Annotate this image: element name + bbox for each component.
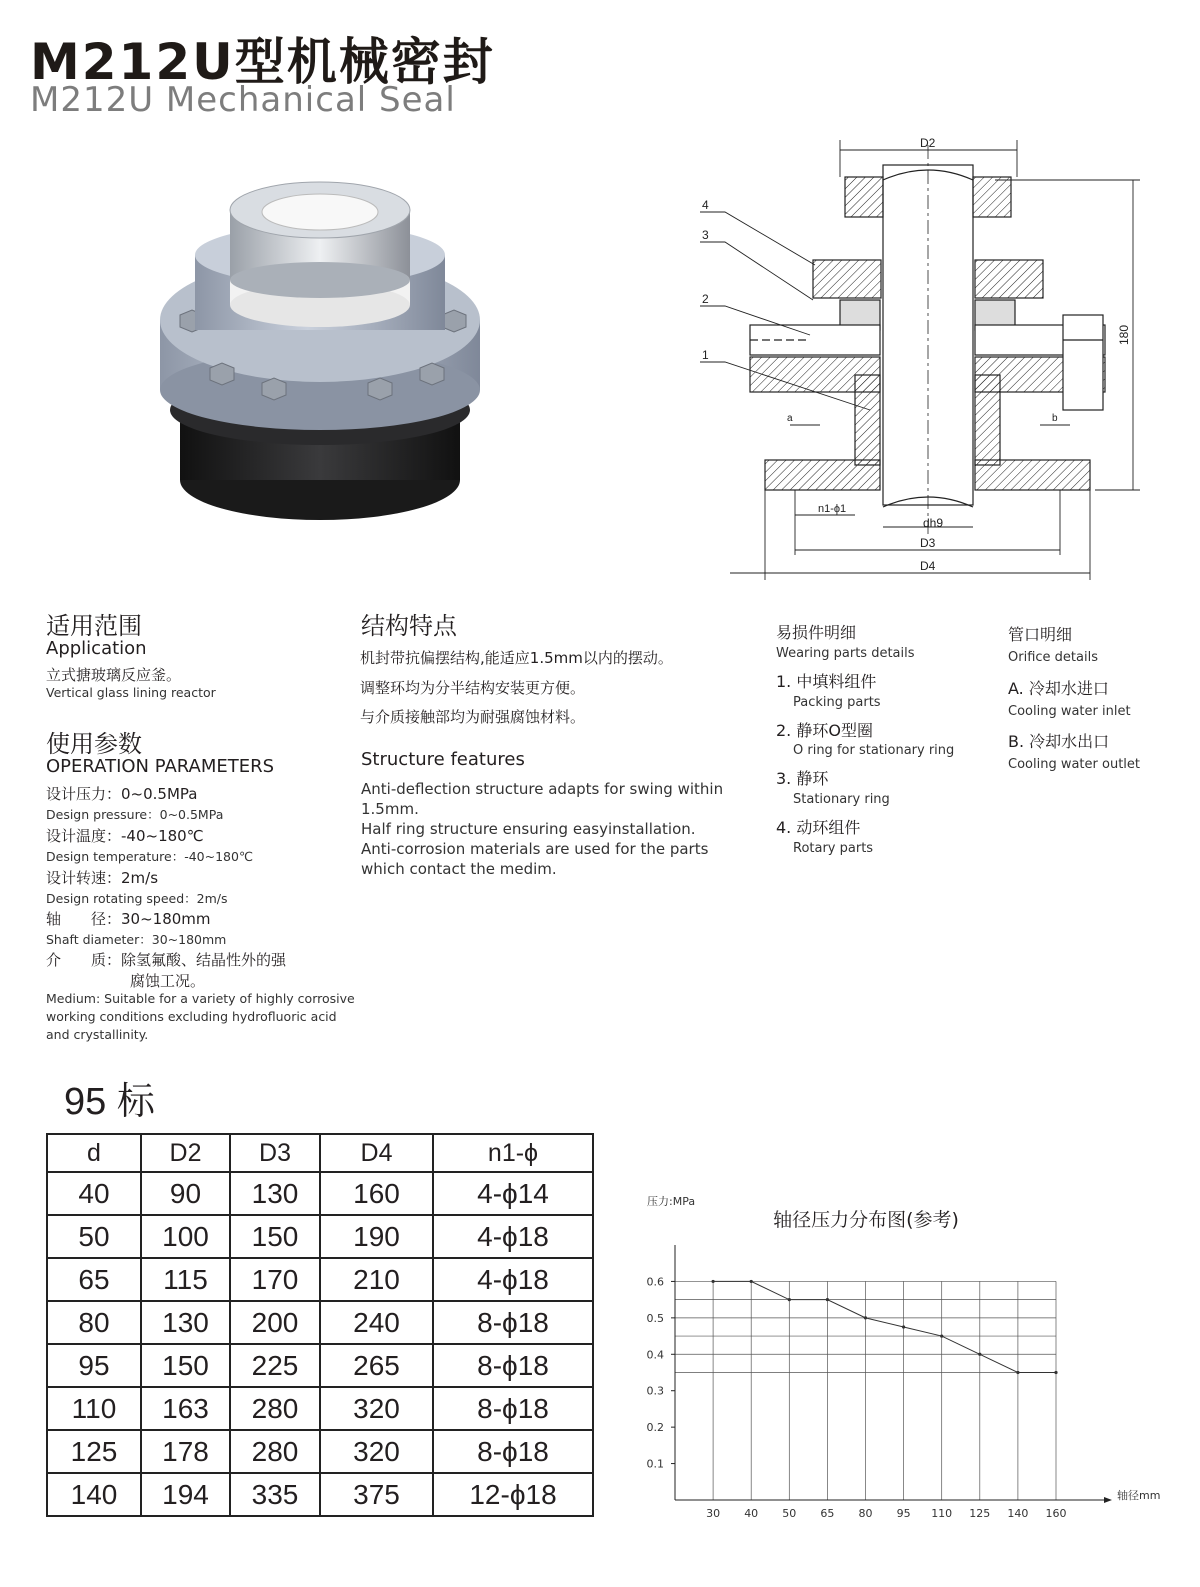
table-cell: 8-ϕ18 [433, 1344, 593, 1387]
right-half-section [973, 177, 1105, 490]
collar-bore [262, 194, 378, 230]
chart-point [1016, 1371, 1019, 1374]
structure-line-en-3: Half ring structure ensuring easyinstallation. [361, 820, 696, 838]
chart-x-tick-label: 160 [1045, 1507, 1067, 1520]
chart-y-tick-label: 0.2 [646, 1421, 664, 1435]
chart-ticks [647, 1275, 1067, 1520]
table-cell: 163 [141, 1387, 230, 1430]
table-header: D4 [320, 1134, 433, 1172]
table-cell: 50 [47, 1215, 141, 1258]
table-cell: 130 [141, 1301, 230, 1344]
table-header: n1-ϕ [433, 1134, 593, 1172]
dim-dh9: dh9 [923, 516, 944, 530]
table-cell: 40 [47, 1172, 141, 1215]
table-row [47, 1215, 593, 1258]
chart-y-tick-label: 0.6 [646, 1275, 664, 1289]
structure-heading-cn: 结构特点 [361, 612, 457, 640]
chart-point [712, 1280, 715, 1283]
wearing-item-3-en: Stationary ring [793, 792, 890, 807]
chart-x-tick-label: 65 [820, 1507, 835, 1520]
table-cell: 140 [47, 1473, 141, 1516]
table-cell: 130 [230, 1172, 320, 1215]
table-cell: 80 [47, 1301, 141, 1344]
structure-line-en-4: Anti-corrosion materials are used for the parts [361, 840, 709, 858]
table-cell: 170 [230, 1258, 320, 1301]
steel-collar-bottom [230, 262, 410, 298]
table-header: D3 [230, 1134, 320, 1172]
parameters-heading-cn: 使用参数 [46, 730, 142, 758]
chart-point [750, 1280, 753, 1283]
table-cell: 125 [47, 1430, 141, 1473]
param-medium-en-3: and crystallinity. [46, 1027, 149, 1042]
table-cell: 225 [230, 1344, 320, 1387]
chart-point [940, 1334, 943, 1337]
chart-y-label: 压力:MPa [647, 1195, 696, 1208]
param-pressure-en: Design pressure：0~0.5MPa [46, 807, 224, 822]
wearing-item-3-cn: 3. 静环 [776, 769, 829, 788]
dim-d3: D3 [920, 536, 936, 550]
table-row [47, 1172, 593, 1215]
table-cell: 150 [230, 1215, 320, 1258]
chart-x-arrow [1104, 1497, 1112, 1503]
table-cell: 110 [47, 1387, 141, 1430]
wearing-item-4-en: Rotary parts [793, 841, 874, 856]
param-medium-cn-2: 腐蚀工况。 [130, 972, 206, 990]
table-cell: 150 [141, 1344, 230, 1387]
wearing-heading-cn: 易损件明细 [776, 623, 857, 642]
structure-line-cn-2: 调整环均为分半结构安装更方便。 [360, 679, 586, 697]
table-cell: 200 [230, 1301, 320, 1344]
chart-x-label: 轴径mm [1117, 1489, 1161, 1502]
param-shaft-cn: 轴 径：30~180mm [46, 910, 211, 928]
param-medium-cn-1: 介 质：除氢氟酸、结晶性外的强 [46, 951, 287, 969]
wearing-item-4-cn: 4. 动环组件 [776, 818, 861, 837]
table-title: 95 标 [64, 1081, 155, 1123]
pressure-chart [640, 1185, 1170, 1520]
chart-x-tick-label: 95 [896, 1507, 911, 1520]
chart-x-tick-label: 125 [969, 1507, 991, 1520]
table-cell: 280 [230, 1387, 320, 1430]
page-subtitle: M212U Mechanical Seal [30, 80, 456, 120]
chart-point [978, 1353, 981, 1356]
structure-line-en-2: 1.5mm. [361, 800, 419, 818]
table-cell: 12-ϕ18 [433, 1473, 593, 1516]
table-cell: 210 [320, 1258, 433, 1301]
param-speed-en: Design rotating speed：2m/s [46, 891, 228, 906]
orifice-item-a-cn: A. 冷却水进口 [1008, 679, 1109, 698]
callout-2: 2 [702, 292, 709, 306]
param-shaft-en: Shaft diameter：30~180mm [46, 932, 227, 947]
chart-x-tick-label: 30 [706, 1507, 721, 1520]
port-a: a [787, 413, 793, 424]
chart-title: 轴径压力分布图(参考) [773, 1209, 959, 1231]
table-header: D2 [141, 1134, 230, 1172]
table-cell: 194 [141, 1473, 230, 1516]
application-text-en: Vertical glass lining reactor [46, 685, 216, 700]
table-cell: 280 [230, 1430, 320, 1473]
orifice-item-b-cn: B. 冷却水出口 [1008, 732, 1110, 751]
table-header-row [47, 1134, 593, 1172]
table-cell: 4-ϕ18 [433, 1258, 593, 1301]
chart-point [1054, 1371, 1057, 1374]
table-row [47, 1258, 593, 1301]
chart-point [902, 1325, 905, 1328]
table-cell: 375 [320, 1473, 433, 1516]
param-pressure-cn: 设计压力：0~0.5MPa [46, 785, 198, 803]
table-cell: 100 [141, 1215, 230, 1258]
table-cell: 320 [320, 1430, 433, 1473]
spec-table [46, 1133, 594, 1517]
table-cell: 160 [320, 1172, 433, 1215]
structure-line-cn-1: 机封带抗偏摆结构,能适应1.5mm以内的摆动。 [360, 649, 673, 667]
table-cell: 8-ϕ18 [433, 1387, 593, 1430]
wearing-item-1-en: Packing parts [793, 695, 881, 710]
chart-y-tick-label: 0.5 [646, 1311, 664, 1325]
structure-line-cn-3: 与介质接触部均为耐强腐蚀材料。 [360, 708, 586, 726]
table-cell: 320 [320, 1387, 433, 1430]
table-cell: 95 [47, 1344, 141, 1387]
table-cell: 190 [320, 1215, 433, 1258]
table-row [47, 1301, 593, 1344]
page-title: M212U型机械密封 [30, 33, 495, 91]
chart-grid [675, 1281, 1056, 1500]
left-half-section [750, 177, 883, 490]
structure-line-en-1: Anti-deflection structure adapts for swing within [361, 780, 724, 798]
chart-series [712, 1280, 1058, 1374]
chart-series-line [713, 1281, 1056, 1372]
chart-axes [675, 1245, 1112, 1503]
chart-y-tick-label: 0.3 [646, 1384, 664, 1398]
application-text-cn: 立式搪玻璃反应釜。 [46, 666, 182, 684]
chart-point [826, 1298, 829, 1301]
chart-point [788, 1298, 791, 1301]
table-row [47, 1473, 593, 1516]
table-cell: 265 [320, 1344, 433, 1387]
product-photo [150, 180, 490, 525]
dim-d2: D2 [920, 136, 936, 150]
chart-x-tick-label: 140 [1007, 1507, 1029, 1520]
wearing-heading-en: Wearing parts details [776, 646, 915, 661]
orifice-item-b-en: Cooling water outlet [1008, 757, 1140, 772]
param-speed-cn: 设计转速：2m/s [46, 869, 159, 887]
table-cell: 115 [141, 1258, 230, 1301]
application-heading-cn: 适用范围 [46, 612, 142, 640]
table-cell: 4-ϕ14 [433, 1172, 593, 1215]
table-header: d [47, 1134, 141, 1172]
callout-3: 3 [702, 228, 709, 242]
orifice-item-a-en: Cooling water inlet [1008, 704, 1131, 719]
chart-x-tick-label: 40 [744, 1507, 759, 1520]
table-cell: 8-ϕ18 [433, 1301, 593, 1344]
dim-n1: n1-ϕ1 [818, 503, 847, 515]
callout-1: 1 [702, 348, 709, 362]
structure-heading-en: Structure features [361, 749, 525, 770]
callout-4: 4 [702, 198, 709, 212]
param-medium-en-1: Medium: Suitable for a variety of highly corrosive [46, 991, 355, 1006]
param-temperature-en: Design temperature：-40~180℃ [46, 849, 253, 864]
param-temperature-cn: 设计温度：-40~180℃ [46, 827, 204, 845]
table-cell: 335 [230, 1473, 320, 1516]
table-cell: 8-ϕ18 [433, 1430, 593, 1473]
wearing-item-1-cn: 1. 中填料组件 [776, 672, 877, 691]
port-b: b [1052, 413, 1058, 424]
table-row [47, 1387, 593, 1430]
chart-y-tick-label: 0.1 [646, 1457, 664, 1471]
chart-x-tick-label: 110 [931, 1507, 953, 1520]
chart-point [864, 1316, 867, 1319]
application-heading-en: Application [46, 638, 147, 659]
structure-line-en-5: which contact the medim. [361, 860, 557, 878]
cross-section-drawing [695, 135, 1160, 585]
orifice-heading-en: Orifice details [1008, 650, 1098, 665]
table-cell: 65 [47, 1258, 141, 1301]
table-cell: 90 [141, 1172, 230, 1215]
table-row [47, 1344, 593, 1387]
param-medium-en-2: working conditions excluding hydrofluoric acid [46, 1009, 337, 1024]
orifice-heading-cn: 管口明细 [1008, 625, 1073, 644]
chart-x-tick-label: 50 [782, 1507, 797, 1520]
table-cell: 4-ϕ18 [433, 1215, 593, 1258]
chart-y-tick-label: 0.4 [646, 1348, 664, 1362]
parameters-heading-en: OPERATION PARAMETERS [46, 756, 275, 777]
wearing-item-2-cn: 2. 静环O型圈 [776, 721, 873, 740]
dim-height: 180 [1117, 324, 1131, 345]
chart-x-tick-label: 80 [858, 1507, 873, 1520]
table-cell: 240 [320, 1301, 433, 1344]
dim-d4: D4 [920, 559, 936, 573]
wearing-item-2-en: O ring for stationary ring [793, 743, 955, 758]
table-cell: 178 [141, 1430, 230, 1473]
table-row [47, 1430, 593, 1473]
